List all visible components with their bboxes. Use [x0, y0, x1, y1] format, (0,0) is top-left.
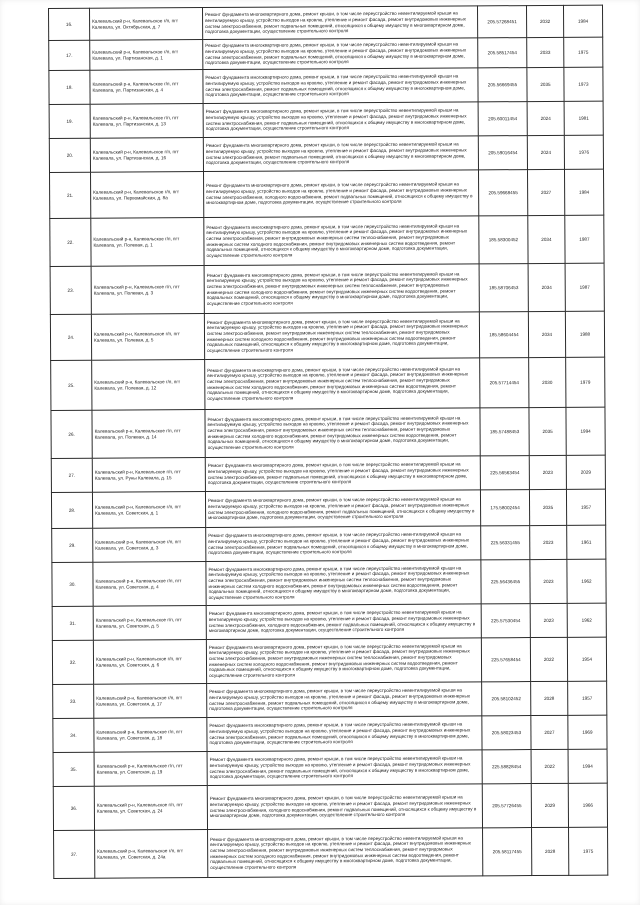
planned-year-cell: 2034: [528, 311, 565, 357]
works-description-cell: Ремонт фундамента многоквартирного дома, ремонт крыши, в том числе переустройство невентилируемой крыши на вентилируемую крышу, устройство выходов на кровлю, утепление и ремонт фасада, ремонт внутридомовых инженерных систем электроснабжения, ремонт подвальных помещений, относящихся к общему имуществу в многоквартирном доме, подготовка документации, осуществление строительного контроля: [207, 716, 482, 752]
works-description-cell: Ремонт фундамента многоквартирного дома, ремонт крыши, в том числе переустройство невентилируемой крыши на вентилируемую крышу, устройство выходов на кровлю, утепление и ремонт фасада, ремонт внутридомовых инженерных систем электроснабжения, холодного водоснабжения, ремонт подвальных помещений, относящихся к общему имуществу в многоквартирном доме, подготовка документации, осуществление строительного контроля: [206, 604, 481, 640]
cost-value-cell: 225.56563454: [480, 456, 529, 490]
cost-value-cell: 205.59016454: [478, 136, 527, 170]
row-number: 24.: [50, 314, 91, 360]
works-description-cell: Ремонт фундамента многоквартирного дома, ремонт крыши, в том числе переустройство невентилируемой крыши на вентилируемую крышу, устройство выходов на кровлю, утепление и ремонт фасада, ремонт внутридомовых инженерных систем электроснабжения, ремонт подвальных помещений, относящихся к общему имуществу в многоквартирном доме, подготовка документации, осуществление строительного контроля: [207, 750, 482, 786]
table-row: [50, 169, 604, 218]
works-description-cell: Ремонт фундамента многоквартирного дома, ремонт крыши, в том числе переустройство невентилируемой крыши на вентилируемую крышу, устройство выходов на кровлю, утепление и ремонт фасада, ремонт внутридомовых инженерных систем электроснабжения, ремонт подвальных помещений, относящихся к общему имуществу в многоквартирном доме, подготовка документации, осуществление строительного контроля: [207, 682, 482, 718]
cost-value-cell: 185.58706453: [479, 264, 528, 312]
planned-year-cell: 2023: [530, 525, 567, 559]
address-cell: Калевальский р-н, Калевальское г/п, пгт Калевала, ул. Советская, д. 5: [93, 606, 206, 641]
address-cell: Калевальский р-н, Калевальское г/п, пгт Калевала, ул. Советская, д. 18: [94, 718, 207, 753]
row-number: 22.: [50, 218, 91, 266]
cost-value-cell: 205.58517454: [478, 38, 527, 68]
planned-year-cell: 2035: [529, 489, 566, 525]
address-cell: Калевальский р-н, Калевальское г/п, пгт Калевала, ул. Руны Калевала, д. 15: [92, 458, 205, 493]
table-row: [51, 407, 605, 458]
table-row: [51, 455, 605, 492]
cost-value-cell: 225.58828454: [482, 750, 531, 784]
cost-value-cell: 205.58102452: [482, 682, 531, 716]
row-number: 33.: [53, 684, 94, 718]
works-description-cell: Ремонт фундамента многоквартирного дома, ремонт крыши, в том числе переустройство невентилируемой крыши на вентилируемую крышу, устройство выходов на кровлю, утепление и ремонт фасада, ремонт внутридомовых инженерных систем электроснабжения, ремонт внутридомовых инженерных систем теплоснабжения, ремонт внутридомовых инженерных систем холодного водоснабжения, ремонт внутридомовых инженерных систем водоотведения, ремонт подвальных помещений, относящихся к общему имуществу в многоквартирном доме, подготовка документации, осуществление строительного контроля: [206, 638, 481, 684]
works-description-cell: Ремонт фундамента многоквартирного дома, ремонт крыши, в том числе переустройство невентилируемой крыши на вентилируемую крышу, устройство выходов на кровлю, утепление и ремонт фасада, ремонт внутридомовых инженерных систем электроснабжения, холодного водоснабжения, ремонт подвальных помещений, относящихся к общему имуществу в многоквартирном доме, подготовка документации, осуществление строительного контроля: [204, 170, 479, 218]
build-year-cell: 1979: [566, 357, 605, 407]
capital-repair-table: [48, 5, 608, 879]
planned-year-cell: 2022: [531, 749, 568, 783]
planned-year-cell: 2035: [527, 67, 564, 101]
address-cell: Калевальский р-н, Калевальское г/п, пгт Калевала, ул. Советская, д. 24: [94, 786, 207, 831]
table-row: [52, 559, 606, 606]
build-year-cell: 1957: [566, 489, 605, 525]
cost-value-cell: 205.56669455: [478, 68, 527, 102]
build-year-cell: 1987: [565, 263, 604, 311]
table-row: [53, 681, 607, 718]
row-number: 35.: [53, 752, 94, 786]
build-year-cell: 1984: [563, 5, 602, 37]
row-number: 31.: [52, 606, 93, 640]
cost-value-cell: 185.57488453: [480, 408, 529, 456]
address-cell: Калевальский р-н, Калевальское г/п, пгт Калевала, ул. Полевая, д. 5: [91, 314, 204, 361]
address-cell: Калевальский р-н, Калевальское г/п, пгт Калевала, ул. Партизанская, д. 4: [90, 70, 203, 105]
row-number: 34.: [53, 718, 94, 752]
planned-year-cell: 2032: [526, 5, 563, 37]
table-row: [54, 827, 608, 878]
table-row: [53, 749, 607, 786]
address-cell: Калевальский р-н, Калевальское г/п, пгт Калевала, ул. Советская, д. 24а: [95, 830, 208, 879]
works-description-cell: Ремонт фундамента многоквартирного дома, ремонт крыши, в том числе переустройство невентилируемой крыши на вентилируемую крышу, устройство выходов на кровлю, утепление и ремонт фасада, ремонт внутридомовых инженерных систем электроснабжения, ремонт подвальных помещений, относящихся к общему имуществу в многоквартирном доме, подготовка документации, осуществление строительного контроля: [203, 102, 478, 138]
table-row: [49, 5, 603, 40]
address-cell: Калевальский р-н, Калевальское г/п, пгт Калевала, ул. Советская, д. 3: [93, 528, 206, 563]
cost-value-cell: 225.56331455: [481, 526, 530, 560]
address-cell: Калевальский р-н, Калевальское г/п, пгт Калевала, ул. Полевая, д. 3: [91, 266, 204, 315]
works-description-cell: Ремонт фундамента многоквартирного дома, ремонт крыши, в том числе переустройство невентилируемой крыши на вентилируемую крышу, устройство выходов на кровлю, утепление и ремонт фасада, ремонт внутридомовых инженерных систем электроснабжения, ремонт внутридомовых инженерных систем теплоснабжения, ремонт внутридомовых инженерных систем холодного водоснабжения, ремонт внутридомовых инженерных систем водоотведения, ремонт подвальных помещений, относящихся к общему имуществу в многоквартирном доме, подготовка документации, осуществление строительного контроля: [206, 560, 481, 606]
planned-year-cell: 2028: [531, 681, 568, 715]
table-row: [50, 311, 604, 360]
build-year-cell: 1988: [565, 311, 604, 357]
build-year-cell: 1961: [567, 525, 606, 559]
row-number: 30.: [52, 562, 93, 606]
cost-value-cell: 205.57268451: [477, 6, 526, 38]
build-year-cell: 1987: [565, 215, 604, 263]
row-number: 16.: [49, 8, 90, 40]
table-row: [51, 357, 605, 410]
planned-year-cell: 2027: [527, 169, 564, 215]
cost-value-cell: 205.58023453: [482, 716, 531, 750]
address-cell: Калевальский р-н, Калевальское г/п, пгт Калевала, ул. Первомайская, д. 8а: [91, 172, 204, 219]
table-row: [53, 715, 607, 752]
table-row: [50, 263, 604, 314]
cost-value-cell: 205.60011454: [478, 102, 527, 136]
cost-value-cell: 225.56436455: [481, 560, 530, 604]
works-description-cell: Ремонт фундамента многоквартирного дома, ремонт крыши, в том числе переустройство невентилируемой крыши на вентилируемую крышу, устройство выходов на кровлю, утепление и ремонт фасада, ремонт внутридомовых инженерных систем электроснабжения, ремонт подвальных помещений, относящихся к общему имуществу в многоквартирном доме, подготовка документации, осуществление строительного контроля: [203, 68, 478, 104]
table-row: [49, 135, 603, 172]
row-number: 28.: [51, 492, 92, 528]
build-year-cell: 1957: [568, 681, 607, 715]
planned-year-cell: 2033: [527, 37, 564, 67]
planned-year-cell: 2022: [530, 637, 567, 681]
build-year-cell: 1981: [564, 101, 603, 135]
build-year-cell: 1984: [564, 169, 603, 215]
cost-value-cell: 175.58002454: [480, 490, 529, 526]
build-year-cell: 1976: [564, 135, 603, 169]
planned-year-cell: 2030: [529, 357, 566, 407]
cost-value-cell: 205.57714454: [480, 358, 529, 408]
planned-year-cell: 2027: [531, 715, 568, 749]
works-description-cell: Ремонт фундамента многоквартирного дома, ремонт крыши, в том числе переустройство невентилируемой крыши на вентилируемую крышу, устройство выходов на кровлю, утепление и ремонт фасада, ремонт внутридомовых инженерных систем электроснабжения, ремонт подвальных помещений, относящихся к общему имуществу в многоквартирном доме, подготовка документации, осуществление строительного контроля: [203, 6, 478, 40]
cost-value-cell: 205.57726455: [482, 784, 531, 828]
row-number: 21.: [50, 172, 91, 218]
works-description-cell: Ремонт фундамента многоквартирного дома, ремонт крыши, в том числе переустройство невентилируемой крыши на вентилируемую крышу, устройство выходов на кровлю, утепление и ремонт фасада, ремонт внутридомовых инженерных систем электроснабжения, ремонт подвальных помещений, относящихся к общему имуществу в многоквартирном доме, подготовка документации, осуществление строительного контроля: [203, 38, 478, 70]
table-row: [53, 783, 607, 830]
table-row: [51, 489, 605, 528]
table-row: [49, 37, 603, 70]
cost-value-cell: 225.57530454: [481, 604, 530, 638]
address-cell: Калевальский р-н, Калевальское г/п, пгт Калевала, ул. Октябрьская, д. 7: [90, 8, 203, 41]
cost-value-cell: 205.58117455: [483, 828, 532, 876]
works-description-cell: Ремонт фундамента многоквартирного дома, ремонт крыши, в том числе переустройство невентилируемой крыши на вентилируемую крышу, устройство выходов на кровлю, утепление и ремонт фасада, ремонт внутридомовых инженерных систем электроснабжения, ремонт подвальных помещений, относящихся к общему имуществу в многоквартирном доме, подготовка документации, осуществление строительного контроля: [206, 526, 481, 562]
works-description-cell: Ремонт фундамента многоквартирного дома, ремонт крыши, в том числе переустройство невентилируемой крыши на вентилируемую крышу, устройство выходов на кровлю, утепление и ремонт фасада, ремонт внутридомовых инженерных систем электроснабжения, ремонт внутридомовых инженерных систем теплоснабжения, ремонт внутридомовых инженерных систем холодного водоснабжения, ремонт внутридомовых инженерных систем водоотведения, ремонт подвальных помещений, относящихся к общему имуществу в многоквартирном доме, подготовка документации, осуществление строительного контроля: [204, 312, 479, 360]
works-description-cell: Ремонт фундамента многоквартирного дома, ремонт крыши, в том числе переустройство невентилируемой крыши на вентилируемую крышу, устройство выходов на кровлю, утепление и ремонт фасада, ремонт внутридомовых инженерных систем электроснабжения, ремонт внутридомовых инженерных систем теплоснабжения, ремонт внутридомовых инженерных систем холодного водоснабжения, ремонт внутридомовых инженерных систем водоотведения, ремонт подвальных помещений, относящихся к общему имуществу в многоквартирном доме, подготовка документации, осуществление строительного контроля: [208, 828, 483, 878]
works-description-cell: Ремонт фундамента многоквартирного дома, ремонт крыши, в том числе переустройство невентилируемой крыши на вентилируемую крышу, устройство выходов на кровлю, утепление и ремонт фасада, ремонт внутридомовых инженерных систем электроснабжения, ремонт внутридомовых инженерных систем теплоснабжения, ремонт внутридомовых инженерных систем холодного водоснабжения, ремонт внутридомовых инженерных систем водоотведения, ремонт подвальных помещений, относящихся к общему имуществу в многоквартирном доме, подготовка документации, осуществление строительного контроля: [204, 216, 479, 266]
row-number: 25.: [51, 360, 92, 410]
build-year-cell: 1994: [566, 407, 605, 455]
address-cell: Калевальский р-н, Калевальское г/п, пгт Калевала, ул. Советская, д. 6: [93, 640, 206, 685]
table-row: [50, 215, 604, 266]
build-year-cell: 1969: [568, 715, 607, 749]
address-cell: Калевальский р-н, Калевальское г/п, пгт Калевала, ул. Полевая, д. 12: [92, 360, 205, 411]
table-row: [52, 525, 606, 562]
row-number: 23.: [50, 266, 91, 314]
works-description-cell: Ремонт фундамента многоквартирного дома, ремонт крыши, в том числе переустройство невентилируемой крыши на вентилируемую крышу, устройство выходов на кровлю, утепление и ремонт фасада, ремонт внутридомовых инженерных систем электроснабжения, ремонт подвальных помещений, относящихся к общему имуществу в многоквартирном доме, подготовка документации, осуществление строительного контроля: [203, 136, 478, 172]
build-year-cell: 1973: [564, 67, 603, 101]
table-row: [52, 637, 606, 684]
address-cell: Калевальский р-н, Калевальское г/п, пгт Калевала, ул. Советская, д. 1: [92, 492, 205, 529]
planned-year-cell: 2023: [530, 559, 567, 603]
row-number: 29.: [52, 528, 93, 562]
build-year-cell: 1975: [569, 827, 608, 875]
build-year-cell: 1966: [568, 783, 607, 827]
row-number: 17.: [49, 40, 90, 70]
build-year-cell: 1954: [567, 637, 606, 681]
planned-year-cell: 2024: [527, 101, 564, 135]
cost-value-cell: 185.58300452: [479, 216, 528, 264]
address-cell: Калевальский р-н, Калевальское г/п, пгт Калевала, ул. Полевая, д. 14: [92, 410, 205, 459]
address-cell: Калевальский р-н, Калевальское г/п, пгт Калевала, ул. Советская, д. 17: [94, 684, 207, 719]
address-cell: Калевальский р-н, Калевальское г/п, пгт Калевала, ул. Партизанская, д. 13: [90, 104, 203, 139]
cost-value-cell: 185.58604454: [479, 312, 528, 358]
row-number: 37.: [54, 830, 95, 878]
works-description-cell: Ремонт фундамента многоквартирного дома, ремонт крыши, в том числе переустройство невентилируемой крыши на вентилируемую крышу, устройство выходов на кровлю, утепление и ремонт фасада, ремонт внутридомовых инженерных систем электроснабжения, ремонт подвальных помещений, относящихся к общему имуществу в многоквартирном доме, подготовка документации, осуществление строительного контроля: [205, 456, 480, 492]
planned-year-cell: 2023: [530, 603, 567, 637]
row-number: 26.: [51, 410, 92, 458]
row-number: 36.: [53, 786, 94, 830]
planned-year-cell: 2028: [532, 827, 569, 875]
planned-year-cell: 2034: [528, 263, 565, 311]
build-year-cell: 1962: [567, 603, 606, 637]
table-row: [49, 67, 603, 104]
address-cell: Калевальский р-н, Калевальское г/п, пгт Калевала, ул. Советская, д. 4: [93, 562, 206, 607]
works-description-cell: Ремонт фундамента многоквартирного дома, ремонт крыши, в том числе переустройство невентилируемой крыши на вентилируемую крышу, устройство выходов на кровлю, утепление и ремонт фасада, ремонт внутридомовых инженерных систем электроснабжения, ремонт внутридомовых инженерных систем теплоснабжения, ремонт внутридомовых инженерных систем холодного водоснабжения, ремонт внутридомовых инженерных систем водоотведения, ремонт подвальных помещений, относящихся к общему имуществу в многоквартирном доме, подготовка документации, осуществление строительного контроля: [205, 358, 480, 410]
planned-year-cell: 2029: [531, 783, 568, 827]
row-number: 27.: [51, 458, 92, 492]
row-number: 20.: [49, 138, 90, 172]
planned-year-cell: 2035: [529, 407, 566, 455]
planned-year-cell: 2034: [528, 215, 565, 263]
build-year-cell: 1994: [568, 749, 607, 783]
row-number: 19.: [49, 104, 90, 138]
build-year-cell: 1962: [567, 559, 606, 603]
works-description-cell: Ремонт фундамента многоквартирного дома, ремонт крыши, в том числе переустройство невентилируемой крыши на вентилируемую крышу, устройство выходов на кровлю, утепление и ремонт фасада, ремонт внутридомовых инженерных систем электроснабжения, ремонт внутридомовых инженерных систем теплоснабжения, ремонт внутридомовых инженерных систем холодного водоснабжения, ремонт внутридомовых инженерных систем водоотведения, ремонт подвальных помещений, относящихся к общему имуществу в многоквартирном доме, подготовка документации, осуществление строительного контроля: [204, 264, 479, 314]
planned-year-cell: 2023: [529, 455, 566, 489]
address-cell: Калевальский р-н, Калевальское г/п, пгт Калевала, ул. Советская, д. 19: [94, 752, 207, 787]
row-number: 32.: [52, 640, 93, 684]
build-year-cell: 2029: [566, 455, 605, 489]
cost-value-cell: 225.57658454: [481, 638, 530, 682]
address-cell: Калевальский р-н, Калевальское г/п, пгт Калевала, ул. Полевая, д. 1: [91, 218, 204, 267]
works-description-cell: Ремонт фундамента многоквартирного дома, ремонт крыши, в том числе переустройство невентилируемой крыши на вентилируемую крышу, устройство выходов на кровлю, утепление и ремонт фасада, ремонт внутридомовых инженерных систем электроснабжения, холодного водоснабжения, ремонт подвальных помещений, относящихся к общему имуществу в многоквартирном доме, подготовка документации, осуществление строительного контроля: [207, 784, 482, 830]
planned-year-cell: 2024: [527, 135, 564, 169]
address-cell: Калевальский р-н, Калевальское г/п, пгт Калевала, ул. Партизанская, д. 16: [90, 138, 203, 173]
works-description-cell: Ремонт фундамента многоквартирного дома, ремонт крыши, в том числе переустройство невентилируемой крыши на вентилируемую крышу, устройство выходов на кровлю, утепление и ремонт фасада, ремонт внутридомовых инженерных систем электроснабжения, холодного водоснабжения, ремонт подвальных помещений, относящихся к общему имуществу в многоквартирном доме, подготовка документации, осуществление строительного контроля: [205, 490, 480, 528]
works-description-cell: Ремонт фундамента многоквартирного дома, ремонт крыши, в том числе переустройство невентилируемой крыши на вентилируемую крышу, устройство выходов на кровлю, утепление и ремонт фасада, ремонт внутридомовых инженерных систем электроснабжения, ремонт внутридомовых инженерных систем теплоснабжения, ремонт внутридомовых инженерных систем холодного водоснабжения, ремонт внутридомовых инженерных систем водоотведения, ремонт подвальных помещений, относящихся к общему имуществу в многоквартирном доме, подготовка документации, осуществление строительного контроля: [205, 408, 480, 458]
row-number: 18.: [49, 70, 90, 104]
table-body: [49, 5, 608, 878]
cost-value-cell: 205.59668455: [478, 170, 527, 216]
table-row: [49, 101, 603, 138]
table-row: [52, 603, 606, 640]
address-cell: Калевальский р-н, Калевальское г/п, пгт Калевала, ул. Партизанская, д. 1: [90, 40, 203, 71]
build-year-cell: 1975: [564, 37, 603, 67]
